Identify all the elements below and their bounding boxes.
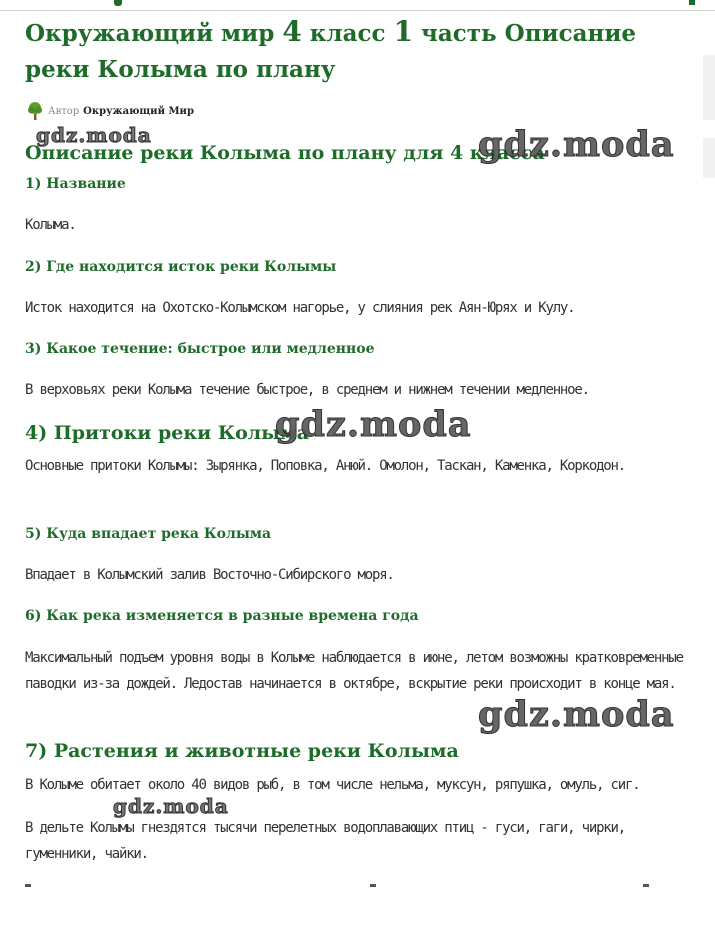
page-title: Окружающий мир 4 класс 1 часть Описание реки Колыма по плану	[25, 15, 637, 83]
article-subtitle: Описание реки Колыма по плану для 4 класса	[25, 142, 545, 164]
author-line	[25, 100, 194, 122]
tree-icon	[25, 101, 45, 121]
section-heading: 3) Какое течение: быстрое или медленное	[25, 341, 375, 357]
watermark: gdz.moda	[36, 123, 152, 147]
section-heading: 7) Растения и животные реки Колыма	[25, 740, 459, 762]
watermark: gdz.moda	[113, 794, 229, 818]
section-heading: 1) Название	[25, 176, 126, 192]
section-heading: 4) Притоки реки Колыма	[25, 422, 310, 444]
section-heading: 5) Куда впадает река Колыма	[25, 526, 272, 542]
section-text: В верховьях реки Колыма течение быстрое, в среднем и нижнем течении медленное.	[25, 382, 589, 398]
header-accent	[114, 0, 122, 6]
header-accent	[689, 0, 695, 5]
section-text: В дельте Колымы гнездятся тысячи перелетных водоплавающих птиц - гуси, гаги, чирки, гуменники, чайки.	[25, 820, 625, 862]
sidebar-edge	[703, 138, 715, 178]
section-text: Основные притоки Колымы: Зырянка, Поповка, Анюй. Омолон, Таскан, Каменка, Коркодон.	[25, 458, 625, 474]
sidebar-edge	[703, 55, 715, 120]
section-text: Впадает в Колымский залив Восточно-Сибирского моря.	[25, 567, 394, 583]
author-name[interactable]: Окружающий Мир	[83, 105, 194, 117]
cut-off-text-line	[25, 884, 680, 890]
section-text: Максимальный подъем уровня воды в Колыме наблюдается в июне, летом возможны кратковременные паводки из-за дождей. Ледостав начинается в октябре, вскрытие реки происходит в конце мая.	[25, 650, 683, 692]
author-label: Автор	[48, 105, 80, 117]
watermark: gdz.moda	[478, 694, 675, 735]
section-text: Колыма.	[25, 217, 76, 233]
section-text: Исток находится на Охотско-Колымском нагорье, у слияния рек Аян-Юрях и Кулу.	[25, 300, 575, 316]
section-heading: 2) Где находится исток реки Колымы	[25, 259, 337, 275]
section-heading: 6) Как река изменяется в разные времена года	[25, 608, 419, 624]
watermark: gdz.moda	[478, 124, 675, 165]
top-border	[0, 0, 715, 11]
watermark: gdz.moda	[275, 404, 472, 445]
section-text: В Колыме обитает около 40 видов рыб, в том числе нельма, муксун, ряпушка, омуль, сиг.	[25, 777, 640, 793]
